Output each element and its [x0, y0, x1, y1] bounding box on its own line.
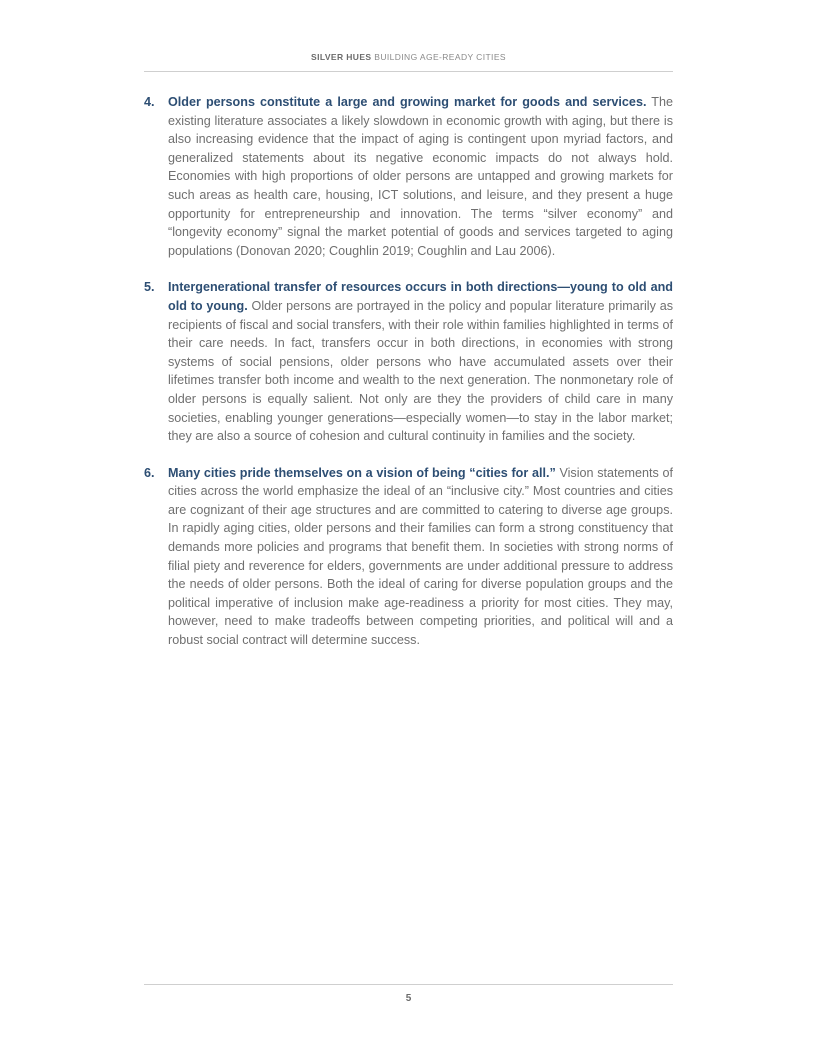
item-lead: Many cities pride themselves on a vision of being “cities for all.”	[168, 465, 556, 480]
list-item-5	[144, 278, 673, 445]
item-body: The existing literature associates a likely slowdown in economic growth with aging, but there is also increasing evidence that the impact of aging is contingent upon myriad factors, and generalized statements about its negative economic impacts do not always hold. Economies with high proportions of older persons are untapped and growing markets for such areas as health care, housing, ICT solutions, and leisure, and they present a huge opportunity for entrepreneurship and innovation. The terms “silver economy” and “longevity economy” signal the market potential of goods and services targeted to aging populations (Donovan 2020; Coughlin 2019; Coughlin and Lau 2006).	[168, 95, 673, 258]
list-item-4	[144, 93, 673, 260]
item-body: Older persons are portrayed in the policy and popular literature primarily as recipients of fiscal and social transfers, with their role within families highlighted in terms of their care needs. In fact, transfers occur in both directions, in economies with strong systems of social pensions, older persons who have accumulated assets over their lifetimes transfer both income and wealth to the next generation. The nonmonetary role of older persons is equally salient. Not only are they the providers of child care in many societies, enabling younger generations—especially women—to stay in the labor market; they are also a source of cohesion and cultural continuity in families and the society.	[168, 298, 674, 444]
item-lead: Intergenerational transfer of resources occurs in both directions—young to old and old to young.	[168, 280, 673, 313]
header-divider	[144, 71, 673, 72]
running-header	[144, 52, 673, 62]
footer-divider	[144, 984, 673, 985]
header-subtitle: BUILDING AGE-READY CITIES	[374, 52, 506, 62]
item-body: Vision statements of cities across the world emphasize the ideal of an “inclusive city.” Most countries and cities are cognizant of their age structures and are committed to catering to diverse age groups. In rapidly aging cities, older persons and their families can form a strong constituency that demands more policies and programs that benefit them. In societies with strong norms of filial piety and reverence for elders, governments are under additional pressure to address the needs of older persons. Both the ideal of caring for diverse population groups and the political imperative of inclusion make age-readiness a priority for most cities. They may, however, need to make tradeoffs between competing priorities, and political will and a robust social contract will determine success.	[168, 465, 674, 648]
item-number: 5.	[144, 280, 155, 295]
list-item-6	[144, 464, 673, 650]
item-lead: Older persons constitute a large and growing market for goods and services.	[168, 95, 647, 109]
item-number: 6.	[144, 465, 155, 480]
item-number: 4.	[144, 95, 155, 109]
page-number: 5	[405, 993, 412, 1004]
header-brand: SILVER HUES	[311, 52, 372, 62]
numbered-list	[144, 93, 673, 668]
